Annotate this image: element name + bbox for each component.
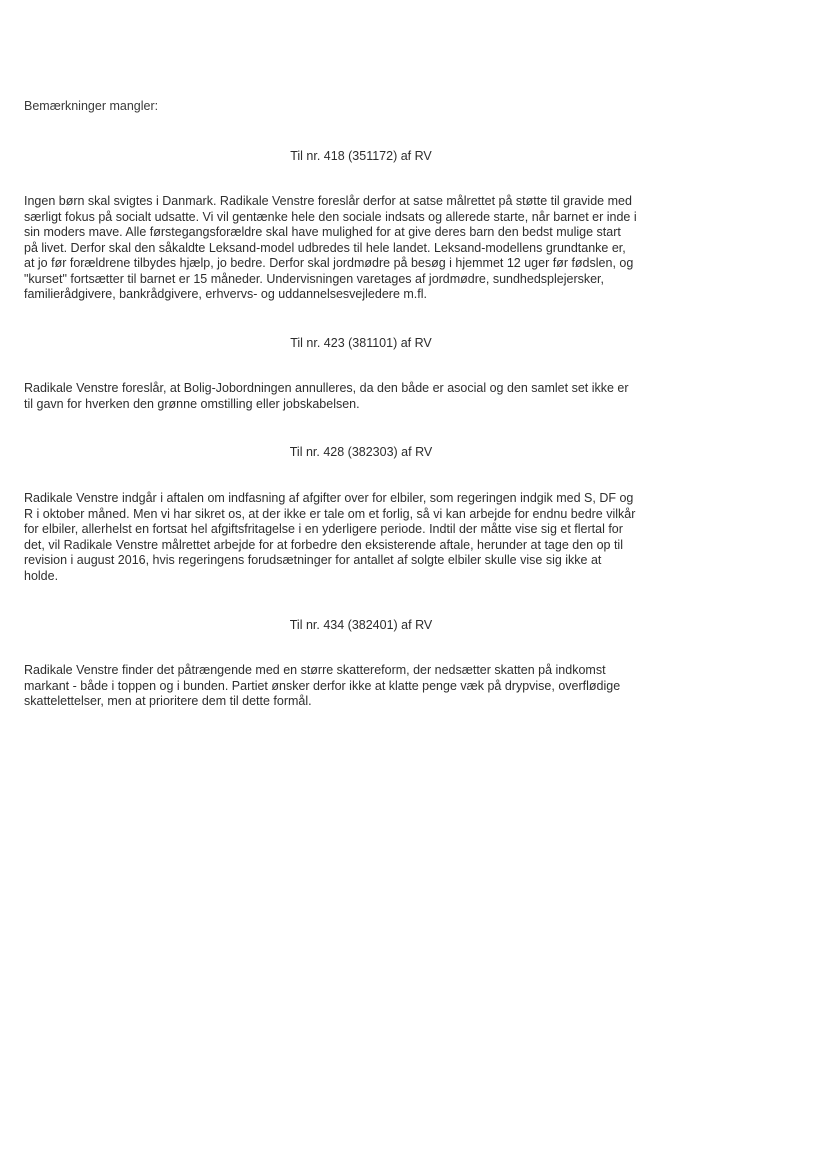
section-heading-434: Til nr. 434 (382401) af RV [289,618,433,632]
paragraph-line: "kurset" fortsætter til barnet er 15 måneder. Undervisningen varetages af jordmødre, sundhedsplejersker, [24,271,604,286]
section-paragraph-434 [24,663,704,710]
paragraph-line: særligt fokus på socialt udsatte. Vi vil gentænke hele den sociale indsats og allerede starte, når barnet er inde i [24,209,637,224]
paragraph-line: markant - både i toppen og i bunden. Partiet ønsker derfor ikke at klatte penge væk på drypvise, overflødige [24,678,621,693]
paragraph-line: for elbiler, allerhelst en fortsat hel afgiftsfritagelse i en yderligere periode. Indtil der måtte vise sig et flertal for [24,522,623,536]
section-paragraph-418 [24,194,704,303]
paragraph-line: sin moders mave. Alle førstegangsforældre skal have mulighed for at give deres barn den bedst mulige start [24,225,621,239]
section-heading-423: Til nr. 423 (381101) af RV [290,336,432,350]
paragraph-line: Radikale Venstre indgår i aftalen om indfasning af afgifter over for elbiler, som regeringen indgik med S, DF og [24,491,634,505]
section-heading-428: Til nr. 428 (382303) af RV [289,445,433,459]
paragraph-line: det, vil Radikale Venstre målrettet arbejde for at forbedre den eksisterende aftale, herunder at tage den op til [24,537,623,552]
paragraph-line: R i oktober måned. Men vi har sikret os, at der ikke er tale om et forlig, så vi kan arbejde for endnu bedre vilkår [24,506,636,521]
paragraph-line: holde. [24,568,59,583]
section-paragraph-428 [24,491,704,584]
paragraph-line: Radikale Venstre foreslår, at Bolig-Jobordningen annulleres, da den både er asocial og den samlet set ikke er [24,381,629,395]
remarks-label: Bemærkninger mangler: [24,99,159,113]
section-heading-418: Til nr. 418 (351172) af RV [290,149,432,163]
paragraph-line: Radikale Venstre finder det påtrængende med en større skattereform, der nedsætter skatten på indkomst [24,663,606,677]
paragraph-line: revision i august 2016, hvis regeringens forudsætninger for antallet af solgte elbiler skulle vise sig ikke at [24,553,602,567]
paragraph-line: skattelettelser, men at prioritere dem til dette formål. [24,694,312,708]
paragraph-line: familierådgivere, bankrådgivere, erhvervs- og uddannelsesvejledere m.fl. [24,287,427,301]
paragraph-line: på livet. Derfor skal den såkaldte Leksand-model udbredes til hele landet. Leksand-modellens grundtanke er, [24,240,626,255]
paragraph-line: til gavn for hverken den grønne omstilling eller jobskabelsen. [24,396,360,411]
section-paragraph-423 [24,381,704,412]
paragraph-line: at jo før forældrene tilbydes hjælp, jo bedre. Derfor skal jordmødre på besøg i hjemmet 12 uger før fødslen, og [24,256,634,270]
paragraph-line: Ingen børn skal svigtes i Danmark. Radikale Venstre foreslår derfor at satse målrettet på støtte til gravide med [24,194,632,208]
